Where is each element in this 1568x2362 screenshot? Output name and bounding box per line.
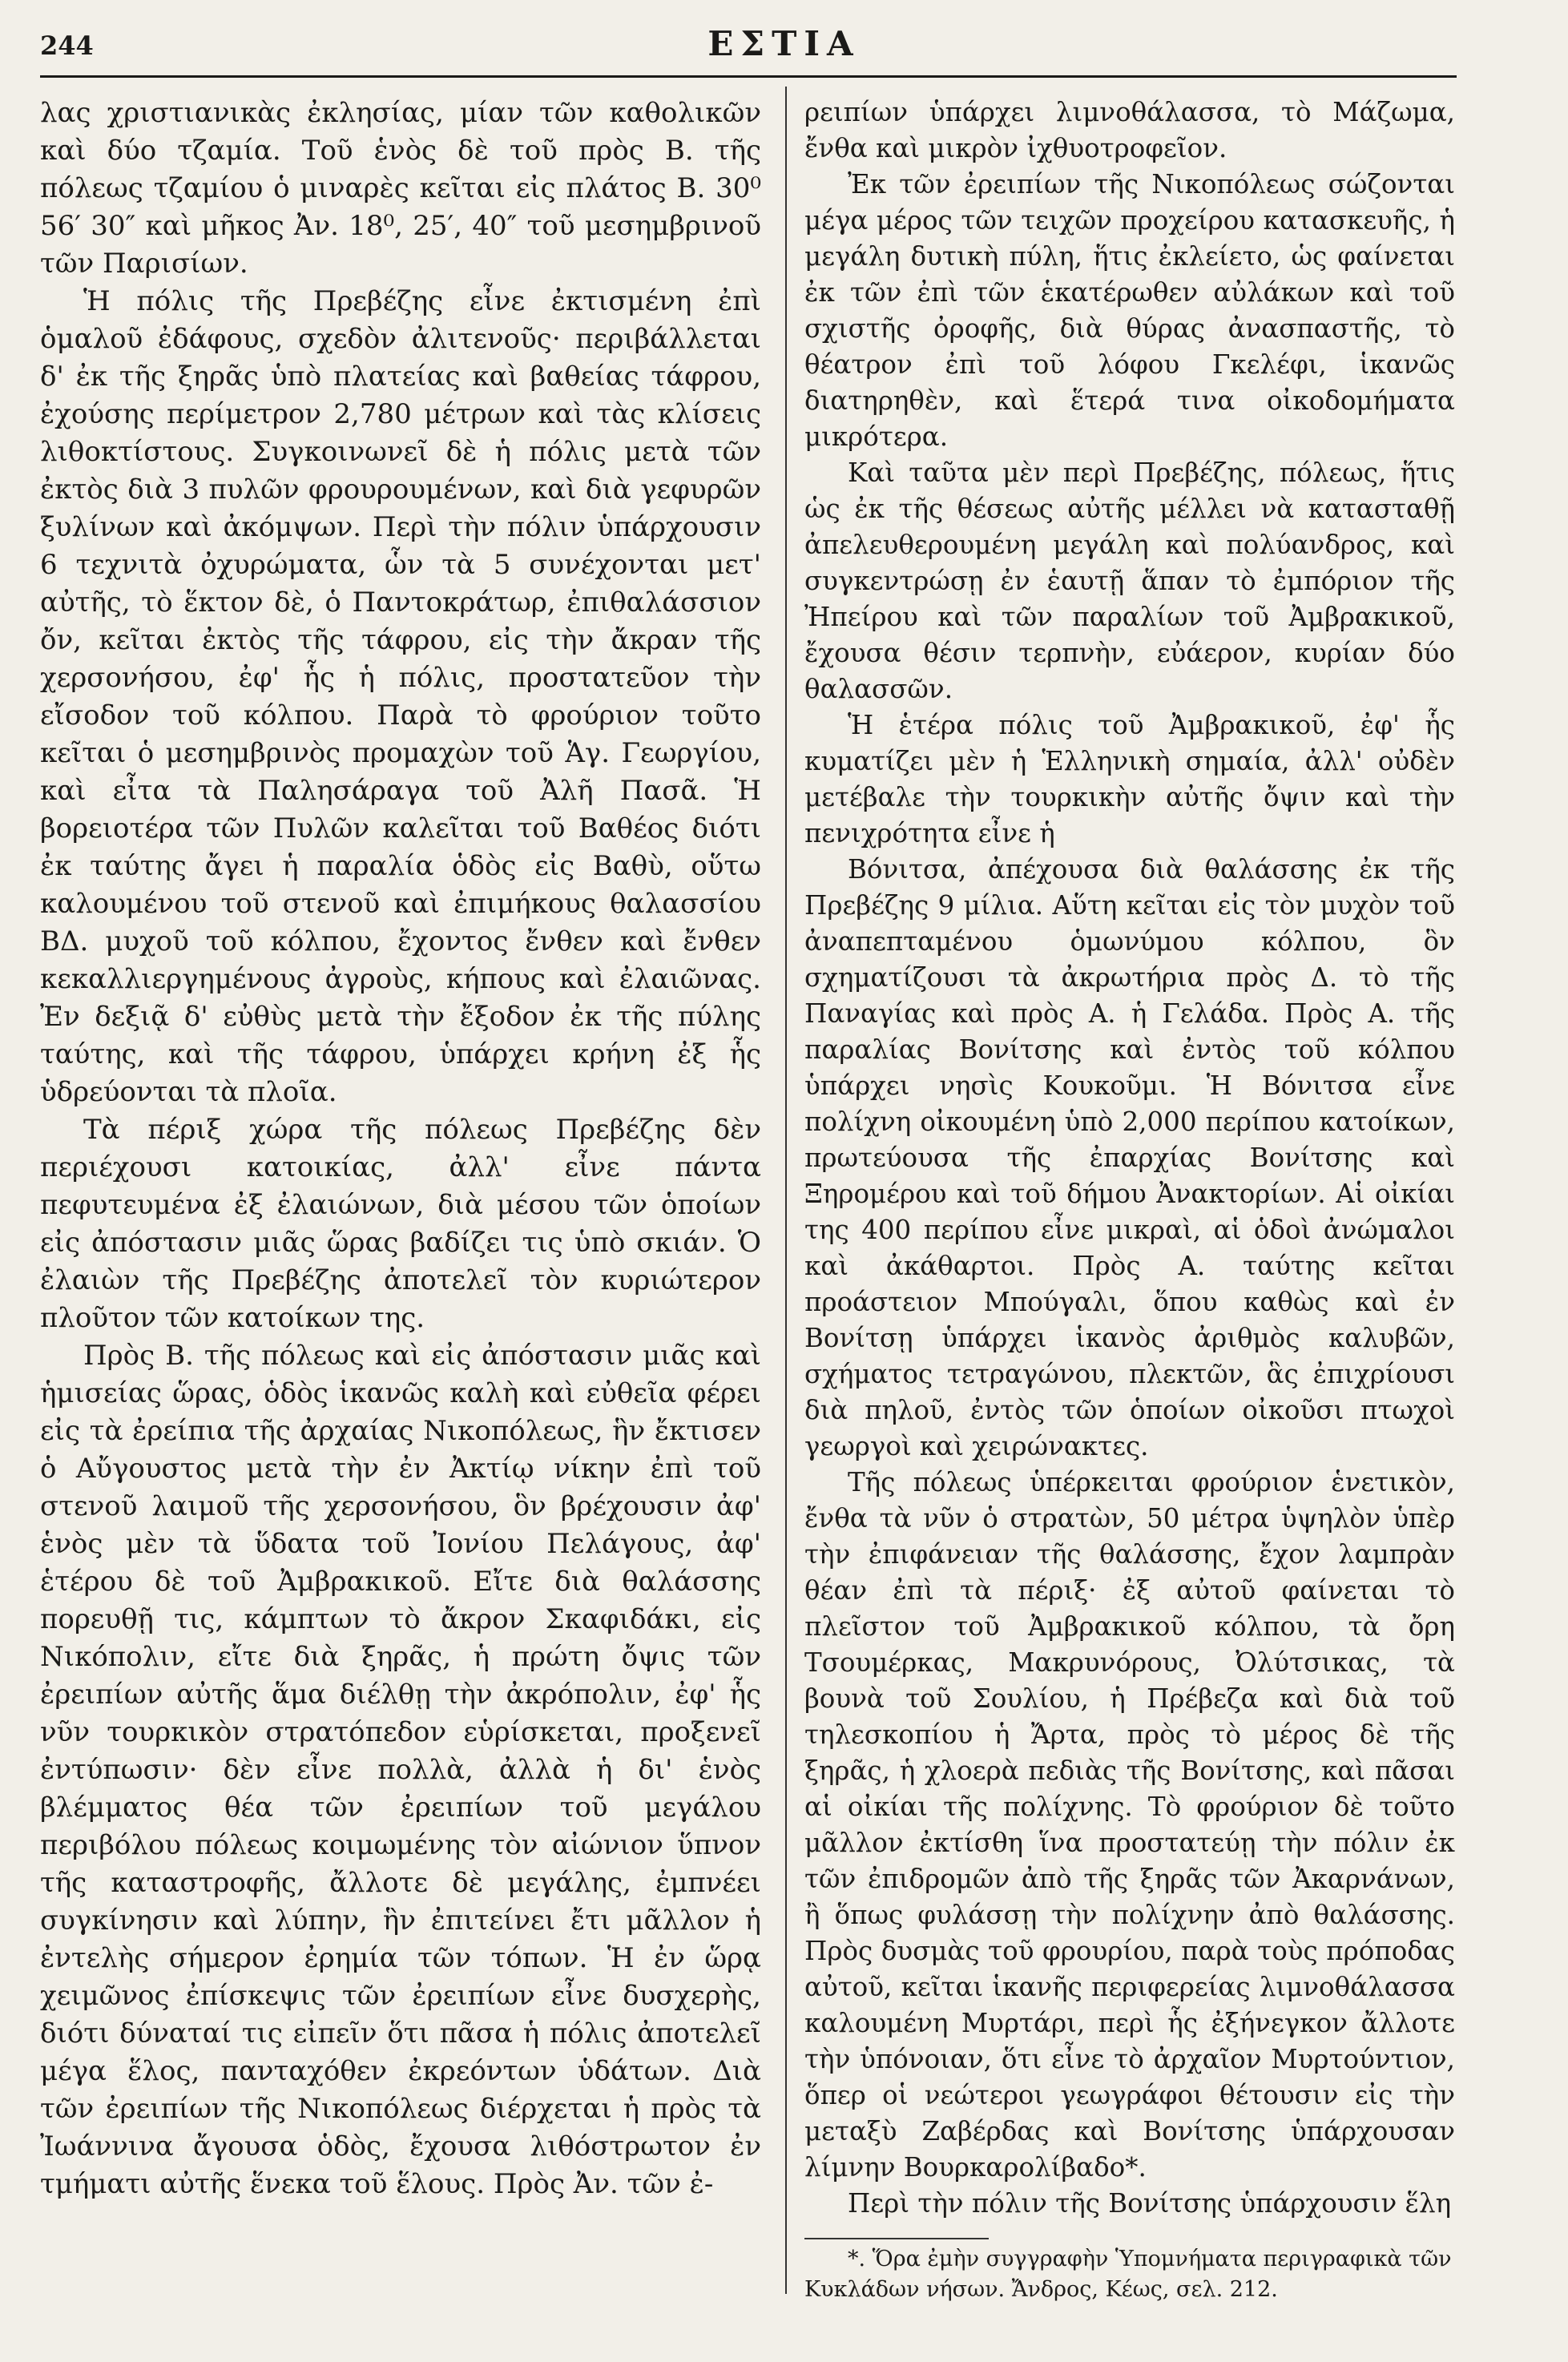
paragraph: Καὶ ταῦτα μὲν περὶ Πρεβέζης, πόλεως, ἥτις ὡς ἐκ τῆς θέσεως αὐτῆς μέλλει νὰ κατασταθῇ ἀπελευθερουμένη μεγάλη καὶ πολύανδρος, καὶ συγκεντρώσῃ ἐν ἑαυτῇ ἅπαν τὸ ἐμπόριον τῆς Ἠπείρου καὶ τῶν παραλίων τοῦ Ἀμβρακικοῦ, ἔχουσα θέσιν τερπνὴν, εὐάερον, κυρίαν δύο θαλασσῶν.: [804, 457, 1455, 704]
paragraph: Βόνιτσα, ἀπέχουσα διὰ θαλάσσης ἐκ τῆς Πρεβέζης 9 μίλια. Αὕτη κεῖται εἰς τὸν μυχὸν τοῦ ἀναπεπταμένου ὁμωνύμου κόλπου, ὃν σχηματίζουσι τὰ ἀκρωτήρια πρὸς Δ. τὸ τῆς Παναγίας καὶ πρὸς Α. ἡ Γελάδα. Πρὸς Α. τῆς παραλίας Βονίτσης καὶ ἐντὸς τοῦ κόλπου ὑπάρχει νησὶς Κουκοῦμι. Ἡ Βόνιτσα εἶνε πολίχνη οἰκουμένη ὑπὸ 2,000 περίπου κατοίκων, πρωτεύουσα τῆς ἐπαρχίας Βονίτσης καὶ Ξηρομέρου καὶ τοῦ δήμου Ἀνακτορίων. Αἱ οἰκίαι της 400 περίπου εἶνε μικραὶ, αἱ ὁδοὶ ἀνώμαλοι καὶ ἀκάθαρτοι. Πρὸς Α. ταύτης κεῖται προάστειον Μπούγαλι, ὅπου καθὼς καὶ ἐν Βονίτσῃ ὑπάρχει ἱκανὸς ἀριθμὸς καλυβῶν, σχήματος τετραγώνου, πλεκτῶν, ἃς ἐπιχρίουσι διὰ πηλοῦ, ἐντὸς τῶν ὁποίων οἰκοῦσι πτωχοὶ γεωργοὶ καὶ χειρώνακτες.: [804, 854, 1455, 1461]
paragraph: Πρὸς Β. τῆς πόλεως καὶ εἰς ἀπόστασιν μιᾶς καὶ ἡμισείας ὥρας, ὁδὸς ἱκανῶς καλὴ καὶ εὐθεῖα φέρει εἰς τὰ ἐρείπια τῆς ἀρχαίας Νικοπόλεως, ἣν ἔκτισεν ὁ Αὔγουστος μετὰ τὴν ἐν Ἀκτίῳ νίκην ἐπὶ τοῦ στενοῦ λαιμοῦ τῆς χερσονήσου, ὃν βρέχουσιν ἀφ' ἑνὸς μὲν τὰ ὕδατα τοῦ Ἰονίου Πελάγους, ἀφ' ἑτέρου δὲ τοῦ Ἀμβρακικοῦ. Εἴτε διὰ θαλάσσης πορευθῇ τις, κάμπτων τὸ ἄκρον Σκαφιδάκι, εἰς Νικόπολιν, εἴτε διὰ ξηρᾶς, ἡ πρώτη ὄψις τῶν ἐρειπίων αὐτῆς ἅμα διέλθῃ τὴν ἀκρόπολιν, ἐφ' ἧς νῦν τουρκικὸν στρατόπεδον εὑρίσκεται, προξενεῖ ἐντύπωσιν· δὲν εἶνε πολλὰ, ἀλλὰ ἡ δι' ἑνὸς βλέμματος θέα τῶν ἐρειπίων τοῦ μεγάλου περιβόλου πόλεως κοιμωμένης τὸν αἰώνιον ὕπνον τῆς καταστροφῆς, ἄλλοτε δὲ μεγάλης, ἐμπνέει συγκίνησιν καὶ λύπην, ἣν ἐπιτείνει ἔτι μᾶλλον ἡ ἐντελὴς σήμερον ἐρημία τῶν τόπων. Ἡ ἐν ὥρᾳ χειμῶνος ἐπίσκεψις τῶν ἐρειπίων εἶνε δυσχερὴς, διότι δύναταί τις εἰπεῖν ὅτι πᾶσα ἡ πόλις ἀποτελεῖ μέγα ἕλος, πανταχόθεν ἐκρεόντων ὑδάτων. Διὰ τῶν ἐρειπίων τῆς Νικοπόλεως διέρχεται ἡ πρὸς τὰ Ἰωάννινα ἄγουσα ὁδὸς, ἔχουσα λιθόστρωτον ἐν τμήματι αὐτῆς ἕνεκα τοῦ ἕλους. Πρὸς Ἀν. τῶν ἐ-: [40, 1340, 761, 2200]
footnote-rule: [804, 2238, 989, 2239]
right-column: [804, 95, 1455, 2305]
column-divider: [785, 87, 787, 2294]
paragraph: Ἡ ἑτέρα πόλις τοῦ Ἀμβρακικοῦ, ἐφ' ἧς κυματίζει μὲν ἡ Ἑλληνικὴ σημαία, ἀλλ' οὐδὲν μετέβαλε τὴν τουρκικὴν αὐτῆς ὄψιν καὶ τὴν πενιχρότητα εἶνε ἡ: [804, 710, 1455, 848]
header-rule: [40, 75, 1457, 78]
page-number: 244: [40, 30, 94, 61]
paragraph: λας χριστιανικὰς ἐκλησίας, μίαν τῶν καθολικῶν καὶ δύο τζαμία. Τοῦ ἑνὸς δὲ τοῦ πρὸς Β. τῆς πόλεως τζαμίου ὁ μιναρὲς κεῖται εἰς πλάτος Β. 30⁰ 56′ 30″ καὶ μῆκος Ἀν. 18⁰, 25′, 40″ τοῦ μεσημβρινοῦ τῶν Παρισίων.: [40, 97, 761, 280]
footnote: *. Ὅρα ἐμὴν συγγραφὴν Ὑπομνήματα περιγραφικὰ τῶν Κυκλάδων νήσων. Ἄνδρος, Κέως, σελ. 212.: [804, 2247, 1452, 2302]
left-column: [40, 95, 761, 2203]
running-title: ΕΣΤΙΑ: [707, 24, 861, 63]
paragraph: Τὰ πέριξ χώρα τῆς πόλεως Πρεβέζης δὲν περιέχουσι κατοικίας, ἀλλ' εἶνε πάντα πεφυτευμένα ἐξ ἐλαιώνων, διὰ μέσου τῶν ὁποίων εἰς ἀπόστασιν μιᾶς ὥρας βαδίζει τις ὑπὸ σκιάν. Ὁ ἐλαιὼν τῆς Πρεβέζης ἀποτελεῖ τὸν κυριώτερον πλοῦτον τῶν κατοίκων της.: [40, 1114, 761, 1334]
paragraph: ρειπίων ὑπάρχει λιμνοθάλασσα, τὸ Μάζωμα, ἔνθα καὶ μικρὸν ἰχθυοτροφεῖον.: [804, 97, 1455, 163]
paragraph: Περὶ τὴν πόλιν τῆς Βονίτσης ὑπάρχουσιν ἕλη: [848, 2188, 1452, 2219]
paragraph: Τῆς πόλεως ὑπέρκειται φρούριον ἑνετικὸν, ἔνθα τὰ νῦν ὁ στρατὼν, 50 μέτρα ὑψηλὸν ὑπὲρ τὴν ἐπιφάνειαν τῆς θαλάσσης, ἔχον λαμπρὰν θέαν ἐπὶ τὰ πέριξ· ἐξ αὐτοῦ φαίνεται τὸ πλεῖστον τοῦ Ἀμβρακικοῦ κόλπου, τὰ ὄρη Τσουμέρκας, Μακρυνόρους, Ὀλύτσικας, τὰ βουνὰ τοῦ Σουλίου, ἡ Πρέβεζα καὶ διὰ τοῦ τηλεσκοπίου ἡ Ἄρτα, πρὸς τὸ μέρος δὲ τῆς ξηρᾶς, ἡ χλοερὰ πεδιὰς τῆς Βονίτσης, καὶ πᾶσαι αἱ οἰκίαι τῆς πολίχνης. Τὸ φρούριον δὲ τοῦτο μᾶλλον ἐκτίσθη ἵνα προστατεύῃ τὴν πόλιν ἐκ τῶν ἐπιδρομῶν ἀπὸ τῆς ξηρᾶς τῶν Ἀκαρνάνων, ἢ ὅπως φυλάσσῃ τὴν πολίχνην ἀπὸ θαλάσσης. Πρὸς δυσμὰς τοῦ φρουρίου, παρὰ τοὺς πρόποδας αὐτοῦ, κεῖται ἱκανῆς περιφερείας λιμνοθάλασσα καλουμένη Μυρτάρι, περὶ ἧς ἐξήνεγκον ἄλλοτε τὴν ὑπόνοιαν, ὅτι εἶνε τὸ ἀρχαῖον Μυρτούντιον, ὅπερ οἱ νεώτεροι γεωγράφοι θέτουσιν εἰς τὴν μεταξὺ Ζαβέρδας καὶ Βονίτσης ὑπάρχουσαν λίμνην Βουρκαρολίβαδο*.: [804, 1467, 1455, 2183]
paragraph: Ἡ πόλις τῆς Πρεβέζης εἶνε ἐκτισμένη ἐπὶ ὁμαλοῦ ἐδάφους, σχεδὸν ἀλιτενοῦς· περιβάλλεται δ' ἐκ τῆς ξηρᾶς ὑπὸ πλατείας καὶ βαθείας τάφρου, ἐχούσης περίμετρον 2,780 μέτρων καὶ τὰς κλίσεις λιθοκτίστους. Συγκοινωνεῖ δὲ ἡ πόλις μετὰ τῶν ἐκτὸς διὰ 3 πυλῶν φρουρουμένων, καὶ διὰ γεφυρῶν ξυλίνων καὶ ἀκόμψων. Περὶ τὴν πόλιν ὑπάρχουσιν 6 τεχνιτὰ ὀχυρώματα, ὧν τὰ 5 συνέχονται μετ' αὐτῆς, τὸ ἕκτον δὲ, ὁ Παντοκράτωρ, ἐπιθαλάσσιον ὄν, κεῖται ἐκτὸς τῆς τάφρου, εἰς τὴν ἄκραν τῆς χερσονήσου, ἐφ' ἧς ἡ πόλις, προστατεῦον τὴν εἴσοδον τοῦ κόλπου. Παρὰ τὸ φρούριον τοῦτο κεῖται ὁ μεσημβρινὸς προμαχὼν τοῦ Ἁγ. Γεωργίου, καὶ εἶτα τὰ Παλησάραγα τοῦ Ἀλῆ Πασᾶ. Ἡ βορειοτέρα τῶν Πυλῶν καλεῖται τοῦ Βαθέος διότι ἐκ ταύτης ἄγει ἡ παραλία ὁδὸς εἰς Βαθὺ, οὕτω καλουμένου τοῦ στενοῦ καὶ ἐπιμήκους θαλασσίου ΒΔ. μυχοῦ τοῦ κόλπου, ἔχοντος ἔνθεν καὶ ἔνθεν κεκαλλιεργημένους ἀγροὺς, κήπους καὶ ἐλαιῶνας. Ἐν δεξιᾷ δ' εὐθὺς μετὰ τὴν ἔξοδον ἐκ τῆς πύλης ταύτης, καὶ τῆς τάφρου, ὑπάρχει κρήνη ἐξ ἧς ὑδρεύονται τὰ πλοῖα.: [40, 285, 761, 1108]
paragraph: Ἐκ τῶν ἐρειπίων τῆς Νικοπόλεως σώζονται μέγα μέρος τῶν τειχῶν προχείρου κατασκευῆς, ἡ μεγάλη δυτικὴ πύλη, ἥτις ἐκλείετο, ὡς φαίνεται ἐκ τῶν ἐπὶ τῶν ἑκατέρωθεν αὐλάκων καὶ τοῦ σχιστῆς ὀροφῆς, διὰ θύρας ἀνασπαστῆς, τὸ θέατρον ἐπὶ τοῦ λόφου Γκελέφι, ἱκανῶς διατηρηθὲν, καὶ ἕτερά τινα οἰκοδομήματα μικρότερα.: [804, 169, 1455, 452]
